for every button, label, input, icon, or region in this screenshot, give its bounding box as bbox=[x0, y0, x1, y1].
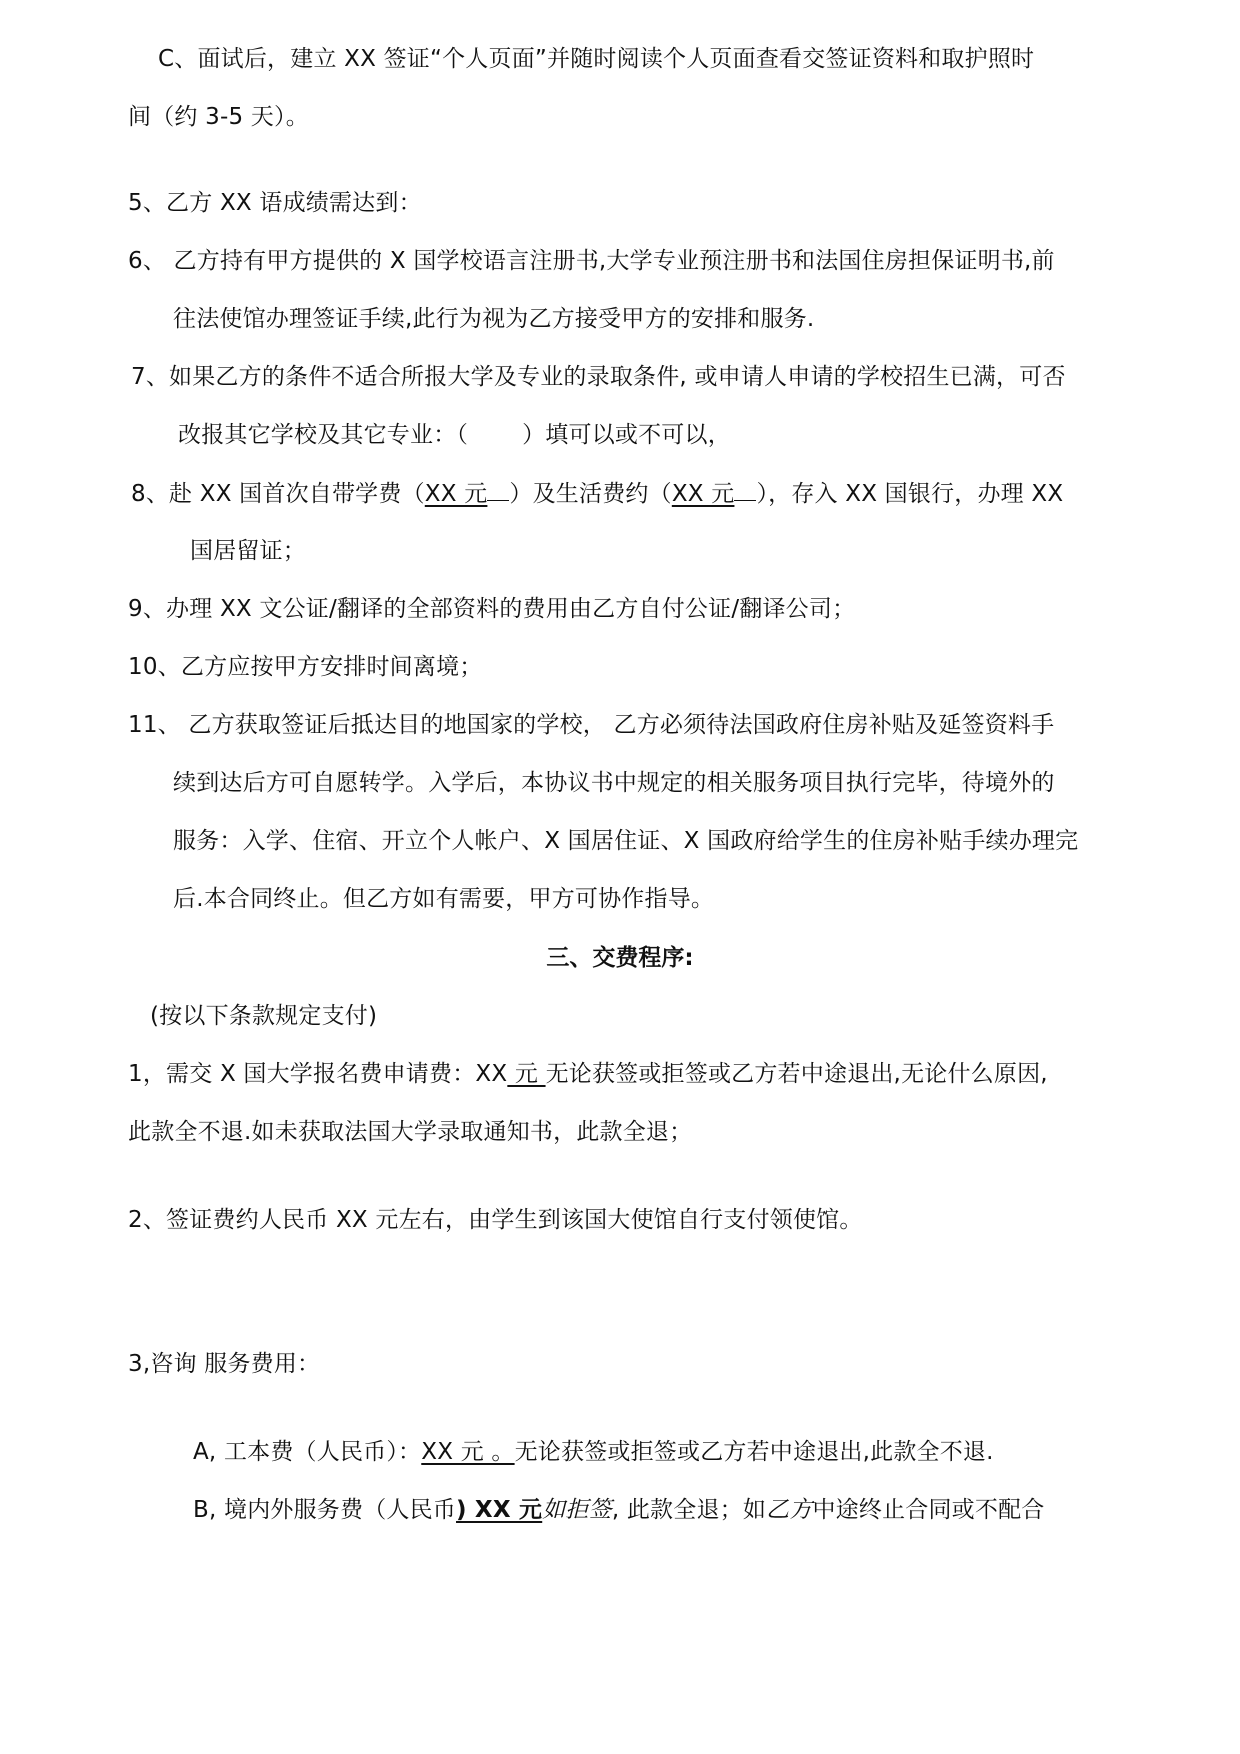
item-8-underline-gap-2 bbox=[734, 478, 756, 501]
item-6-line2: 往法使馆办理签证手续,此行为视为乙方接受甲方的安排和服务. bbox=[173, 306, 815, 332]
payment-item-1-text-b: 无论获签或拒签或乙方若中途退出,无论什么原因, bbox=[545, 1061, 1048, 1087]
item-8-text-c: ），存入 XX 国银行，办理 XX bbox=[756, 481, 1064, 507]
item-8-line2: 国居留证； bbox=[190, 538, 306, 564]
payment-item-1-text-a: 1，需交 X 国大学报名费申请费：XX bbox=[128, 1061, 508, 1087]
payment-item-3b-text-c: 中途终止合同或不配合 bbox=[812, 1497, 1045, 1523]
payment-item-3a-text-a: A, 工本费（人民币）： bbox=[193, 1439, 422, 1465]
payment-item-3b-text-b: , 此款全退；如 bbox=[611, 1497, 767, 1523]
payment-item-1-amount: 元 bbox=[507, 1061, 546, 1087]
payment-item-3: 3,咨询 服务费用： bbox=[128, 1351, 321, 1377]
item-8-text-a: 8、赴 XX 国首次自带学费（ bbox=[131, 481, 425, 507]
payment-item-3a bbox=[193, 1437, 994, 1467]
payment-item-2: 2、签证费约人民币 XX 元左右，由学生到该国大使馆自行支付领使馆。 bbox=[128, 1207, 863, 1233]
payment-item-3b-refusal: 如拒签 bbox=[542, 1497, 612, 1523]
payment-item-1-line2: 此款全不退.如未获取法国大学录取通知书，此款全退； bbox=[128, 1119, 693, 1145]
item-5: 5、乙方 XX 语成绩需达到： bbox=[128, 190, 422, 216]
item-11-line1: 11、 乙方获取签证后抵达目的地国家的学校， 乙方必须待法国政府住房补贴及延签资料手 bbox=[128, 712, 1055, 738]
item-7-line2-text-a: 改报其它学校及其它专业：（ bbox=[178, 422, 469, 448]
item-8-underline-gap-1 bbox=[487, 478, 509, 501]
payment-item-3b-party: 乙方 bbox=[766, 1497, 813, 1523]
item-11-line2: 续到达后方可自愿转学。入学后，本协议书中规定的相关服务项目执行完毕，待境外的 bbox=[173, 770, 1055, 796]
payment-item-3b-text-a: B, 境内外服务费（人民币 bbox=[193, 1497, 457, 1523]
payment-item-3b bbox=[193, 1495, 1044, 1525]
section-3-heading: 三、交费程序: bbox=[546, 945, 694, 971]
item-7-line1: 7、如果乙方的条件不适合所报大学及专业的录取条件, 或申请人申请的学校招生已满，可否 bbox=[131, 364, 1066, 390]
item-10: 10、乙方应按甲方安排时间离境； bbox=[128, 654, 483, 680]
payment-item-1-line1 bbox=[128, 1059, 1048, 1089]
item-8-living-amount: XX 元 bbox=[671, 481, 735, 507]
item-9: 9、办理 XX 文公证/翻译的全部资料的费用由乙方自付公证/翻译公司； bbox=[128, 596, 856, 622]
item-c-line1: C、面试后，建立 XX 签证“个人页面”并随时阅读个人页面查看交签证资料和取护照时 bbox=[158, 46, 1035, 72]
item-6-line1: 6、 乙方持有甲方提供的 X 国学校语言注册书,大学专业预注册书和法国住房担保证明书,前 bbox=[128, 248, 1055, 274]
payment-note: (按以下条款规定支付) bbox=[150, 1003, 378, 1029]
payment-item-3a-text-b: 无论获签或拒签或乙方若中途退出,此款全不退. bbox=[514, 1439, 994, 1465]
item-11-line3: 服务：入学、住宿、开立个人帐户、X 国居住证、X 国政府给学生的住房补贴手续办理完 bbox=[173, 828, 1079, 854]
item-11-line4: 后.本合同终止。但乙方如有需要，甲方可协作指导。 bbox=[173, 886, 715, 912]
item-7-line2 bbox=[178, 420, 731, 450]
item-8-text-b: ）及生活费约（ bbox=[509, 481, 672, 507]
item-8-line1 bbox=[131, 478, 1063, 509]
item-7-line2-text-b: ）填可以或不可以， bbox=[522, 422, 731, 448]
item-8-tuition-amount: XX 元 bbox=[424, 481, 488, 507]
payment-item-3b-amount: ) XX 元 bbox=[456, 1497, 543, 1523]
payment-item-3a-amount: XX 元 。 bbox=[421, 1439, 515, 1465]
item-c-line2: 间（约 3-5 天）。 bbox=[128, 104, 309, 130]
